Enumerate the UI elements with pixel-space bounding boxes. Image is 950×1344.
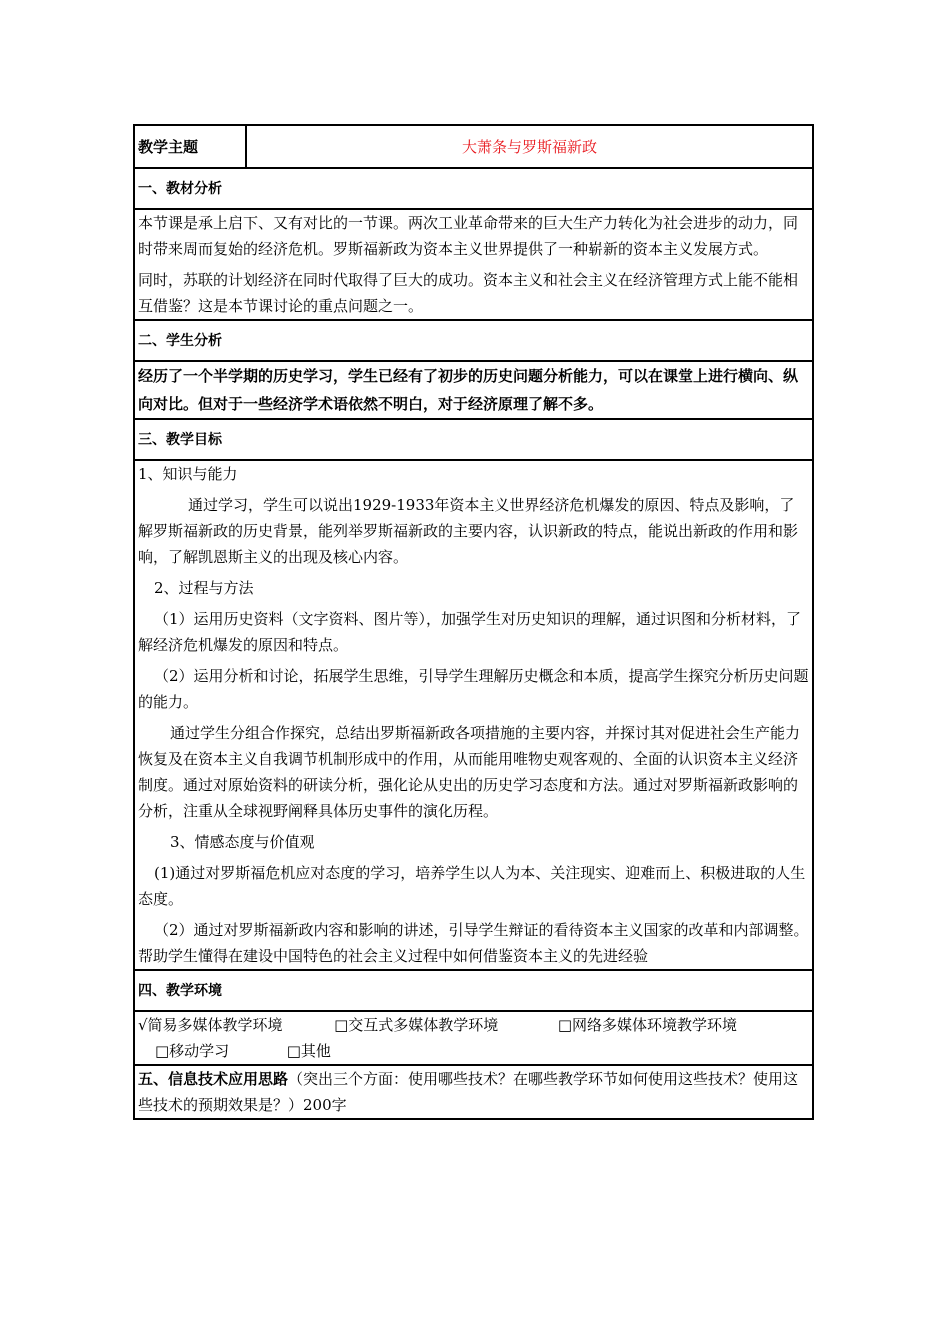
paragraph: (1)通过对罗斯福危机应对态度的学习，培养学生以人为本、关注现实、迎难而上、积极进取的人生态度。	[138, 864, 806, 908]
topic-label: 教学主题	[134, 125, 246, 168]
environment-options-line2	[138, 1038, 809, 1064]
section-header-environment	[134, 970, 813, 1011]
section-header-objectives	[134, 419, 813, 460]
section-content	[134, 1065, 813, 1119]
subheading: 2、过程与方法	[154, 579, 254, 597]
section-note: （突出三个方面：使用哪些技术？在哪些教学环节如何使用这些技术？使用这些技术的预期效果是？）200字	[138, 1070, 799, 1114]
section-title: 四、教学环境	[134, 970, 813, 1011]
lesson-title: 大萧条与罗斯福新政	[246, 125, 813, 168]
paragraph: 经历了一个半学期的历史学习，学生已经有了初步的历史问题分析能力，可以在课堂上进行横向、纵向对比。但对于一些经济学术语依然不明白，对于经济原理了解不多。	[138, 367, 799, 413]
section-content	[134, 209, 813, 320]
subheading: 1、知识与能力	[138, 465, 238, 483]
subheading: 3、情感态度与价值观	[170, 833, 315, 851]
section-body-objectives	[134, 460, 813, 970]
section-it-application	[134, 1065, 813, 1119]
paragraph: （2）通过对罗斯福新政内容和影响的讲述，引导学生辩证的看待资本主义国家的改革和内部调整。帮助学生懂得在建设中国特色的社会主义过程中如何借鉴资本主义的先进经验	[138, 921, 809, 965]
section-content	[134, 361, 813, 419]
section-title: 三、教学目标	[134, 419, 813, 460]
section-content	[134, 460, 813, 970]
section-body-environment	[134, 1011, 813, 1065]
paragraph: 同时，苏联的计划经济在同时代取得了巨大的成功。资本主义和社会主义在经济管理方式上能不能相互借鉴？这是本节课讨论的重点问题之一。	[138, 271, 799, 315]
section-title: 二、学生分析	[134, 320, 813, 361]
paragraph: （1）运用历史资料（文字资料、图片等），加强学生对历史知识的理解，通过识图和分析材料，了解经济危机爆发的原因和特点。	[138, 610, 802, 654]
section-header-students	[134, 320, 813, 361]
paragraph: 通过学生分组合作探究，总结出罗斯福新政各项措施的主要内容，并探讨其对促进社会生产能力恢复及在资本主义自我调节机制形成中的作用，从而能用唯物史观客观的、全面的认识资本主义经济制度。通过对原始资料的研读分析，强化论从史出的历史学习态度和方法。通过对罗斯福新政影响的分析，注重从全球视野阐释具体历史事件的演化历程。	[138, 724, 801, 820]
section-title: 一、教材分析	[134, 168, 813, 209]
paragraph: 本节课是承上启下、又有对比的一节课。两次工业革命带来的巨大生产力转化为社会进步的动力，同时带来周而复始的经济危机。罗斯福新政为资本主义世界提供了一种崭新的资本主义发展方式。	[138, 214, 799, 258]
option-mobile-learning: □移动学习	[155, 1042, 230, 1060]
option-other: □其他	[286, 1042, 331, 1060]
lesson-plan-table	[133, 124, 814, 1120]
paragraph: 通过学习，学生可以说出1929-1933年资本主义世界经济危机爆发的原因、特点及影响，了解罗斯福新政的历史背景，能列举罗斯福新政的主要内容，认识新政的特点，能说出新政的作用和影响，了解凯恩斯主义的出现及核心内容。	[138, 496, 799, 566]
title-row	[134, 125, 813, 168]
option-simple-multimedia: √简易多媒体教学环境	[138, 1016, 283, 1034]
section-body-textbook	[134, 209, 813, 320]
option-interactive-multimedia: □交互式多媒体教学环境	[334, 1016, 499, 1034]
section-header-textbook	[134, 168, 813, 209]
environment-options-line1	[138, 1012, 809, 1038]
paragraph	[138, 1066, 809, 1118]
section-title: 五、信息技术应用思路	[138, 1070, 289, 1088]
option-network-multimedia: □网络多媒体环境教学环境	[557, 1016, 738, 1034]
section-content	[134, 1011, 813, 1065]
section-body-students	[134, 361, 813, 419]
paragraph: （2）运用分析和讨论，拓展学生思维，引导学生理解历史概念和本质，提高学生探究分析历史问题的能力。	[138, 667, 809, 711]
